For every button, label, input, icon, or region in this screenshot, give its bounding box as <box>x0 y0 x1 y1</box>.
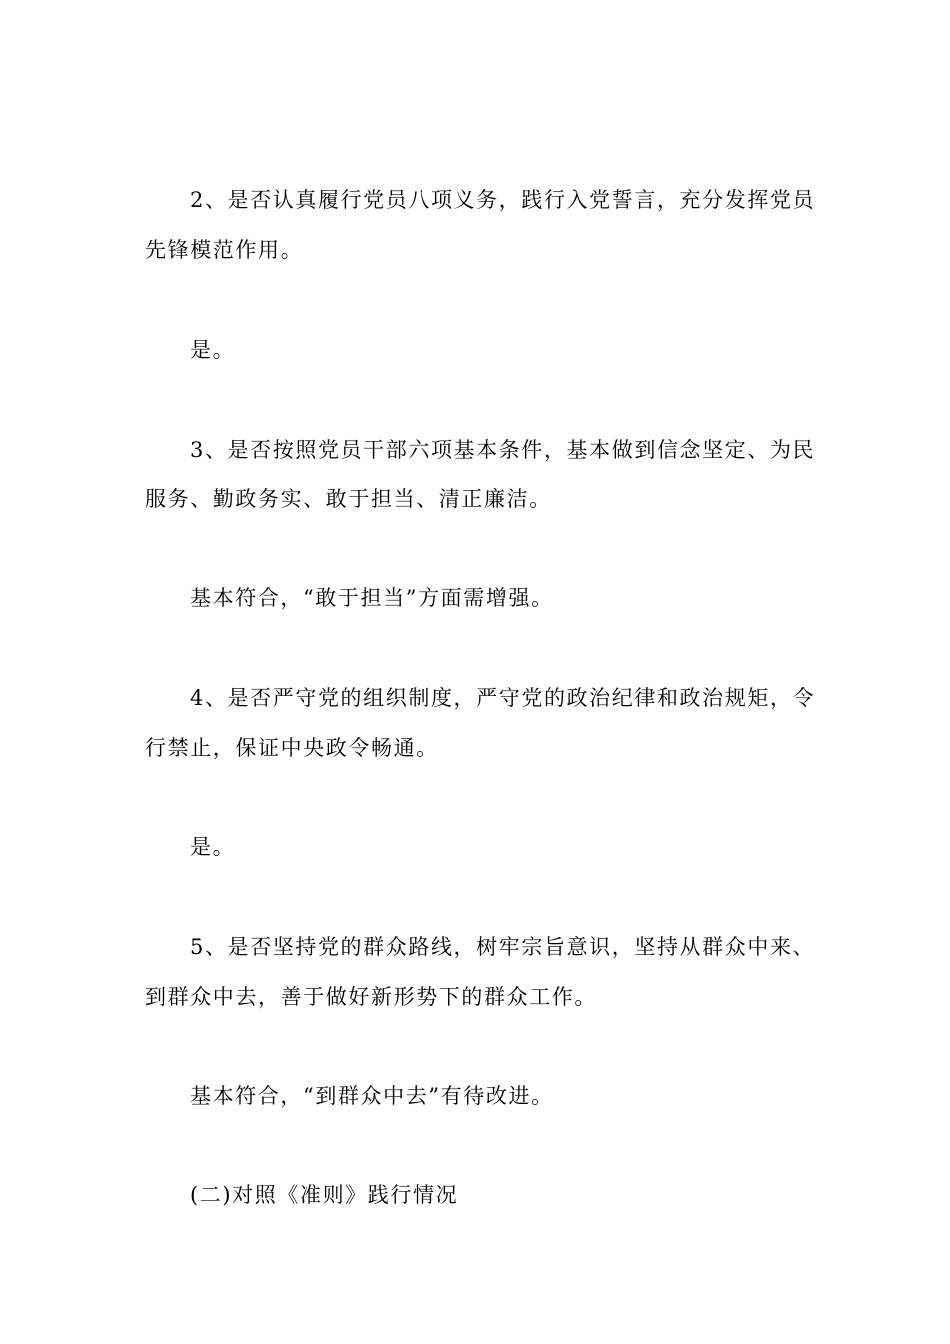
question-3-line-1: 3、是否按照党员干部六项基本条件，基本做到信念坚定、为民 <box>190 438 816 462</box>
answer-3: 基本符合，“敢于担当”方面需增强。 <box>190 586 554 610</box>
question-5-line-1: 5、是否坚持党的群众路线，树牢宗旨意识，坚持从群众中来、 <box>190 935 816 959</box>
question-2-line-2: 先锋模范作用。 <box>145 238 304 262</box>
answer-2: 是。 <box>190 338 236 362</box>
question-5-line-2: 到群众中去，善于做好新形势下的群众工作。 <box>145 985 597 1009</box>
question-4-line-1: 4、是否严守党的组织制度，严守党的政治纪律和政治规矩，令 <box>190 686 816 710</box>
question-4-line-2: 行禁止，保证中央政令畅通。 <box>145 736 439 760</box>
question-2-line-1: 2、是否认真履行党员八项义务，践行入党誓言，充分发挥党员 <box>190 188 816 212</box>
question-3-line-2: 服务、勤政务实、敢于担当、清正廉洁。 <box>145 487 552 511</box>
section-heading: (二)对照《准则》践行情况 <box>190 1183 459 1207</box>
answer-4: 是。 <box>190 835 236 859</box>
answer-5: 基本符合，“到群众中去”有待改进。 <box>190 1084 554 1108</box>
